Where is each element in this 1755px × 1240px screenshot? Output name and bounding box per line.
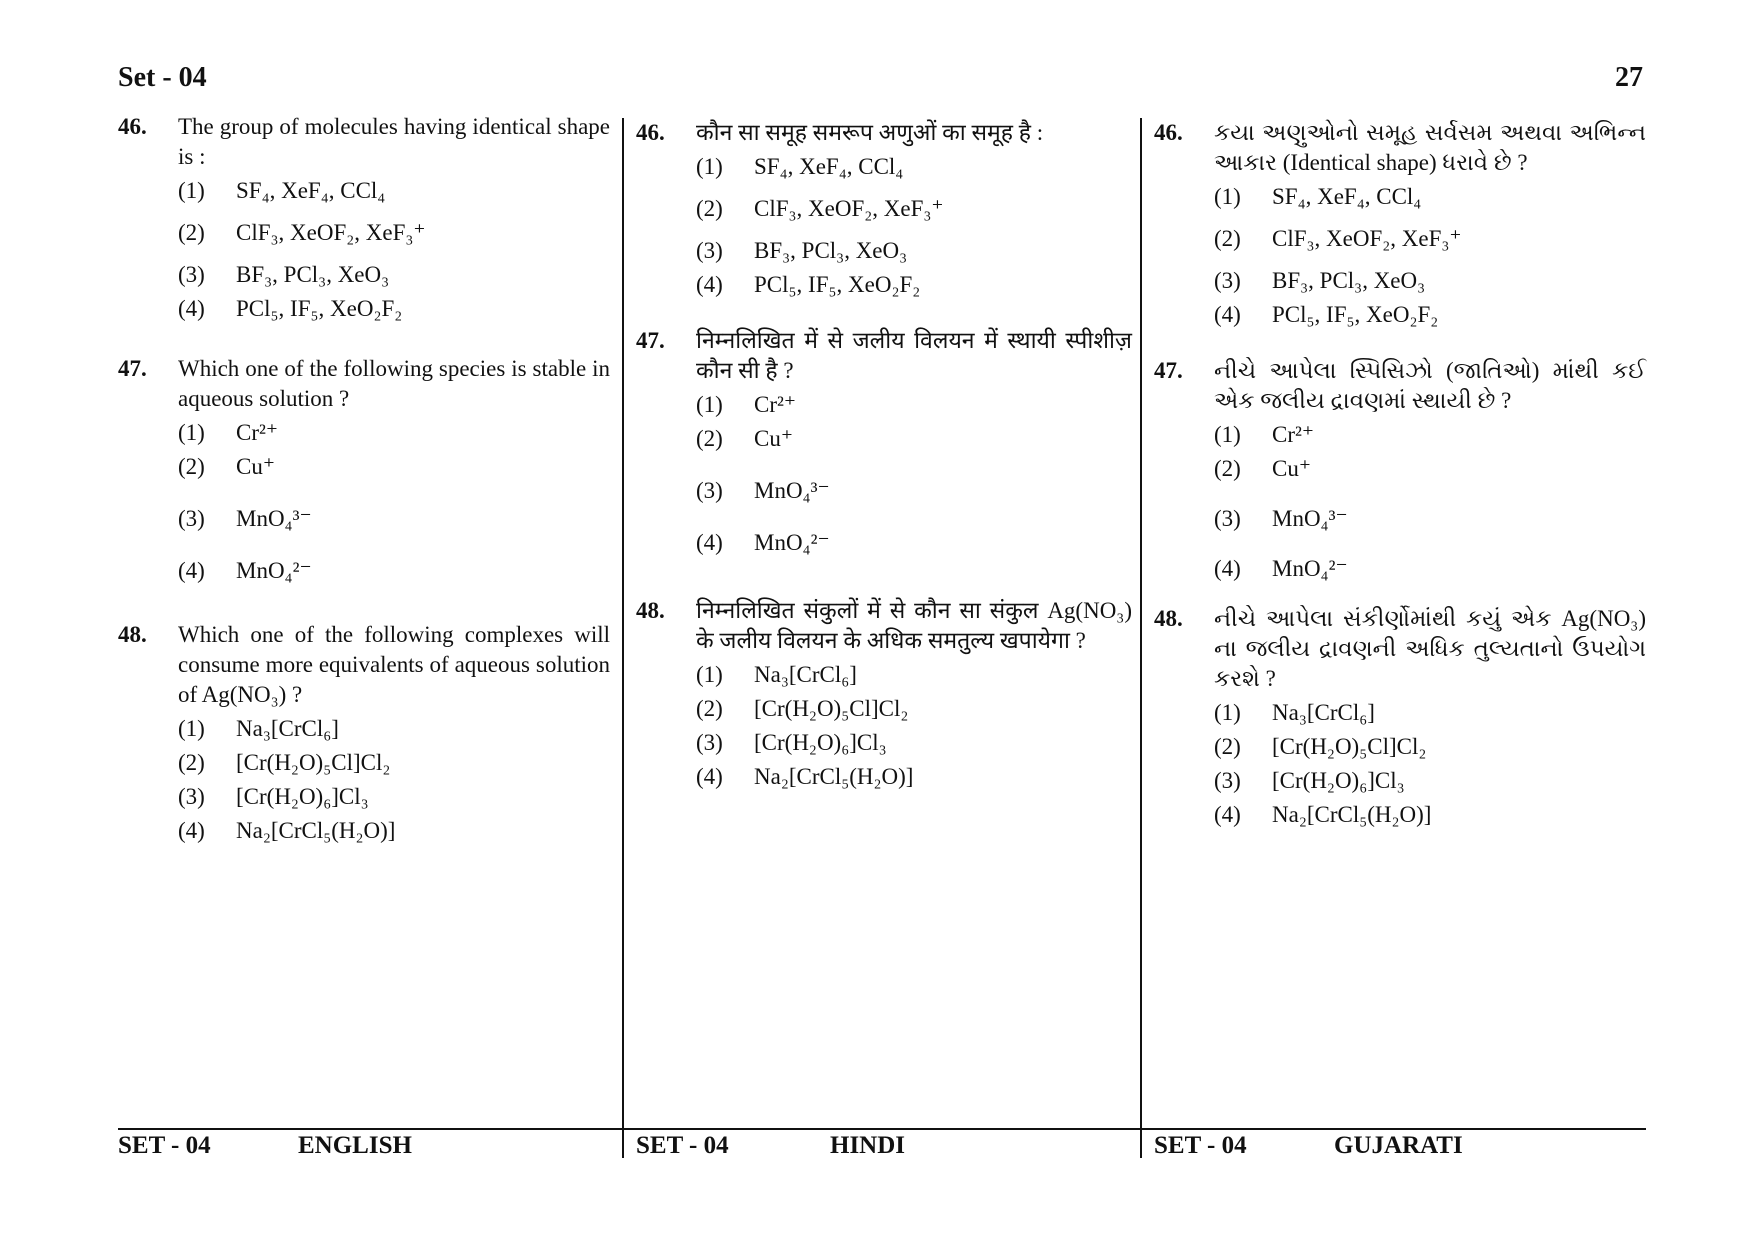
option-text: SF₄, XeF₄, CCl₄ — [754, 154, 904, 179]
option-4 — [178, 294, 610, 324]
option-text: [Cr(H₂O)₆]Cl₃ — [754, 730, 887, 755]
option-label: (4) — [178, 296, 205, 321]
option-text: Cr²⁺ — [1272, 422, 1315, 447]
option-text: ClF₃, XeOF₂, XeF₃⁺ — [1272, 226, 1462, 251]
question-stem: Which one of the following complexes will consume more equivalents of aqueous solution of Ag(NO₃) ? — [178, 622, 610, 707]
option-label: (1) — [696, 662, 723, 687]
option-text: MnO₄²⁻ — [1272, 556, 1348, 581]
footer-set-hindi: SET - 04 — [636, 1132, 729, 1159]
question-stem: કયા અણુઓનો સમૂહ સર્વસમ અથવા અભિન્ન આકાર (Identical shape) ધરાવે છે ? — [1214, 120, 1646, 175]
footer-rule — [118, 1128, 1646, 1130]
option-text: [Cr(H₂O)₆]Cl₃ — [1272, 768, 1405, 793]
option-text: Na₃[CrCl₆] — [236, 716, 339, 741]
option-label: (2) — [178, 454, 205, 479]
question-stem: निम्नलिखित में से जलीय विलयन में स्थायी स्पीशीज़ कौन सी है ? — [696, 328, 1132, 383]
option-2 — [178, 748, 610, 778]
column-divider — [622, 118, 624, 1158]
option-3 — [696, 476, 1132, 506]
option-label: (3) — [178, 506, 205, 531]
option-label: (4) — [696, 764, 723, 789]
option-label: (2) — [178, 220, 205, 245]
question-47 — [636, 326, 1132, 558]
option-label: (4) — [696, 530, 723, 555]
option-1 — [696, 152, 1132, 182]
option-label: (3) — [1214, 268, 1241, 293]
question-number: 46. — [636, 120, 665, 145]
option-2 — [1214, 454, 1646, 484]
question-46 — [636, 118, 1132, 300]
option-text: Cr²⁺ — [754, 392, 797, 417]
english-column — [118, 112, 610, 850]
option-label: (1) — [1214, 422, 1241, 447]
question-stem: Which one of the following species is stable in aqueous solution ? — [178, 356, 610, 411]
question-stem: નીચે આપેલા સંકીર્ણોમાંથી કયું એક Ag(NO₃) ના જલીય દ્રાવણની અધિક તુલ્યતાનો ઉપયોગ કરશે ? — [1214, 606, 1646, 691]
option-1 — [696, 390, 1132, 420]
option-text: PCl₅, IF₅, XeO₂F₂ — [236, 296, 403, 321]
question-47 — [118, 354, 610, 586]
hindi-column — [636, 112, 1132, 796]
option-text: Cu⁺ — [754, 426, 793, 451]
option-3 — [696, 728, 1132, 758]
option-text: BF₃, PCl₃, XeO₃ — [754, 238, 908, 263]
option-label: (3) — [696, 478, 723, 503]
option-text: MnO₄²⁻ — [754, 530, 830, 555]
option-1 — [1214, 182, 1646, 212]
option-label: (2) — [1214, 456, 1241, 481]
option-1 — [178, 418, 610, 448]
option-label: (2) — [696, 196, 723, 221]
option-label: (4) — [696, 272, 723, 297]
question-number: 47. — [1154, 358, 1183, 383]
option-label: (2) — [696, 426, 723, 451]
option-label: (3) — [178, 262, 205, 287]
option-text: MnO₄³⁻ — [754, 478, 830, 503]
question-stem: निम्नलिखित संकुलों में से कौन सा संकुल Ag(NO₃) के जलीय विलयन के अधिक समतुल्य खपायेगा ? — [696, 598, 1132, 653]
option-label: (3) — [696, 730, 723, 755]
footer-language-gujarati: GUJARATI — [1334, 1132, 1463, 1159]
option-text: PCl₅, IF₅, XeO₂F₂ — [754, 272, 921, 297]
option-4 — [696, 528, 1132, 558]
option-label: (2) — [696, 696, 723, 721]
option-text: BF₃, PCl₃, XeO₃ — [236, 262, 390, 287]
option-label: (2) — [1214, 734, 1241, 759]
option-text: Na₂[CrCl₅(H₂O)] — [1272, 802, 1432, 827]
header-set-label: Set - 04 — [118, 62, 207, 93]
option-label: (3) — [1214, 768, 1241, 793]
question-48 — [1154, 604, 1646, 830]
option-label: (3) — [696, 238, 723, 263]
option-text: [Cr(H₂O)₅Cl]Cl₂ — [754, 696, 909, 721]
option-3 — [696, 236, 1132, 266]
option-label: (4) — [1214, 556, 1241, 581]
option-text: Na₂[CrCl₅(H₂O)] — [754, 764, 914, 789]
option-4 — [696, 270, 1132, 300]
option-2 — [696, 694, 1132, 724]
option-label: (1) — [696, 392, 723, 417]
option-3 — [1214, 266, 1646, 296]
option-text: SF₄, XeF₄, CCl₄ — [1272, 184, 1422, 209]
option-label: (1) — [1214, 184, 1241, 209]
question-48 — [118, 620, 610, 846]
option-label: (4) — [1214, 302, 1241, 327]
option-text: MnO₄³⁻ — [236, 506, 312, 531]
option-2 — [1214, 732, 1646, 762]
option-4 — [178, 816, 610, 846]
option-1 — [696, 660, 1132, 690]
option-4 — [1214, 800, 1646, 830]
footer-set-english: SET - 04 — [118, 1132, 211, 1159]
question-number: 47. — [636, 328, 665, 353]
option-text: Na₂[CrCl₅(H₂O)] — [236, 818, 396, 843]
option-label: (4) — [178, 558, 205, 583]
option-1 — [178, 714, 610, 744]
option-3 — [1214, 766, 1646, 796]
option-2 — [178, 218, 610, 248]
option-label: (3) — [1214, 506, 1241, 531]
question-number: 48. — [118, 622, 147, 647]
option-text: ClF₃, XeOF₂, XeF₃⁺ — [754, 196, 944, 221]
option-text: [Cr(H₂O)₆]Cl₃ — [236, 784, 369, 809]
page-number: 27 — [1615, 62, 1643, 93]
option-text: PCl₅, IF₅, XeO₂F₂ — [1272, 302, 1439, 327]
option-text: Na₃[CrCl₆] — [754, 662, 857, 687]
gujarati-column — [1154, 112, 1646, 834]
question-47 — [1154, 356, 1646, 584]
option-3 — [178, 504, 610, 534]
question-number: 47. — [118, 356, 147, 381]
option-text: MnO₄²⁻ — [236, 558, 312, 583]
option-text: Cu⁺ — [236, 454, 275, 479]
option-text: BF₃, PCl₃, XeO₃ — [1272, 268, 1426, 293]
option-1 — [178, 176, 610, 206]
footer-set-gujarati: SET - 04 — [1154, 1132, 1247, 1159]
question-stem: નીચે આપેલા સ્પિસિઝો (જાતિઓ) માંથી કઈ એક જલીય દ્રાવણમાં સ્થાયી છે ? — [1214, 358, 1646, 413]
option-label: (3) — [178, 784, 205, 809]
option-label: (1) — [178, 178, 205, 203]
column-divider — [1140, 118, 1142, 1158]
option-label: (2) — [178, 750, 205, 775]
option-4 — [696, 762, 1132, 792]
question-stem: The group of molecules having identical shape is : — [178, 114, 610, 169]
question-48 — [636, 596, 1132, 792]
option-1 — [1214, 698, 1646, 728]
question-46 — [1154, 118, 1646, 330]
question-46 — [118, 112, 610, 324]
option-text: [Cr(H₂O)₅Cl]Cl₂ — [1272, 734, 1427, 759]
option-3 — [178, 782, 610, 812]
option-3 — [178, 260, 610, 290]
option-text: SF₄, XeF₄, CCl₄ — [236, 178, 386, 203]
option-label: (4) — [1214, 802, 1241, 827]
option-text: Na₃[CrCl₆] — [1272, 700, 1375, 725]
option-2 — [696, 424, 1132, 454]
option-label: (1) — [1214, 700, 1241, 725]
option-label: (1) — [178, 716, 205, 741]
option-text: MnO₄³⁻ — [1272, 506, 1348, 531]
option-label: (4) — [178, 818, 205, 843]
option-2 — [178, 452, 610, 482]
option-text: ClF₃, XeOF₂, XeF₃⁺ — [236, 220, 426, 245]
question-number: 48. — [1154, 606, 1183, 631]
option-4 — [1214, 300, 1646, 330]
option-text: Cr²⁺ — [236, 420, 279, 445]
footer-language-hindi: HINDI — [830, 1132, 906, 1159]
question-number: 48. — [636, 598, 665, 623]
option-4 — [178, 556, 610, 586]
option-text: Cu⁺ — [1272, 456, 1311, 481]
option-label: (1) — [696, 154, 723, 179]
option-label: (2) — [1214, 226, 1241, 251]
footer-language-english: ENGLISH — [298, 1132, 412, 1159]
option-1 — [1214, 420, 1646, 450]
question-number: 46. — [1154, 120, 1183, 145]
option-label: (1) — [178, 420, 205, 445]
option-2 — [1214, 224, 1646, 254]
question-stem: कौन सा समूह समरूप अणुओं का समूह है : — [696, 120, 1044, 145]
option-3 — [1214, 504, 1646, 534]
option-2 — [696, 194, 1132, 224]
question-number: 46. — [118, 114, 147, 139]
option-4 — [1214, 554, 1646, 584]
option-text: [Cr(H₂O)₅Cl]Cl₂ — [236, 750, 391, 775]
